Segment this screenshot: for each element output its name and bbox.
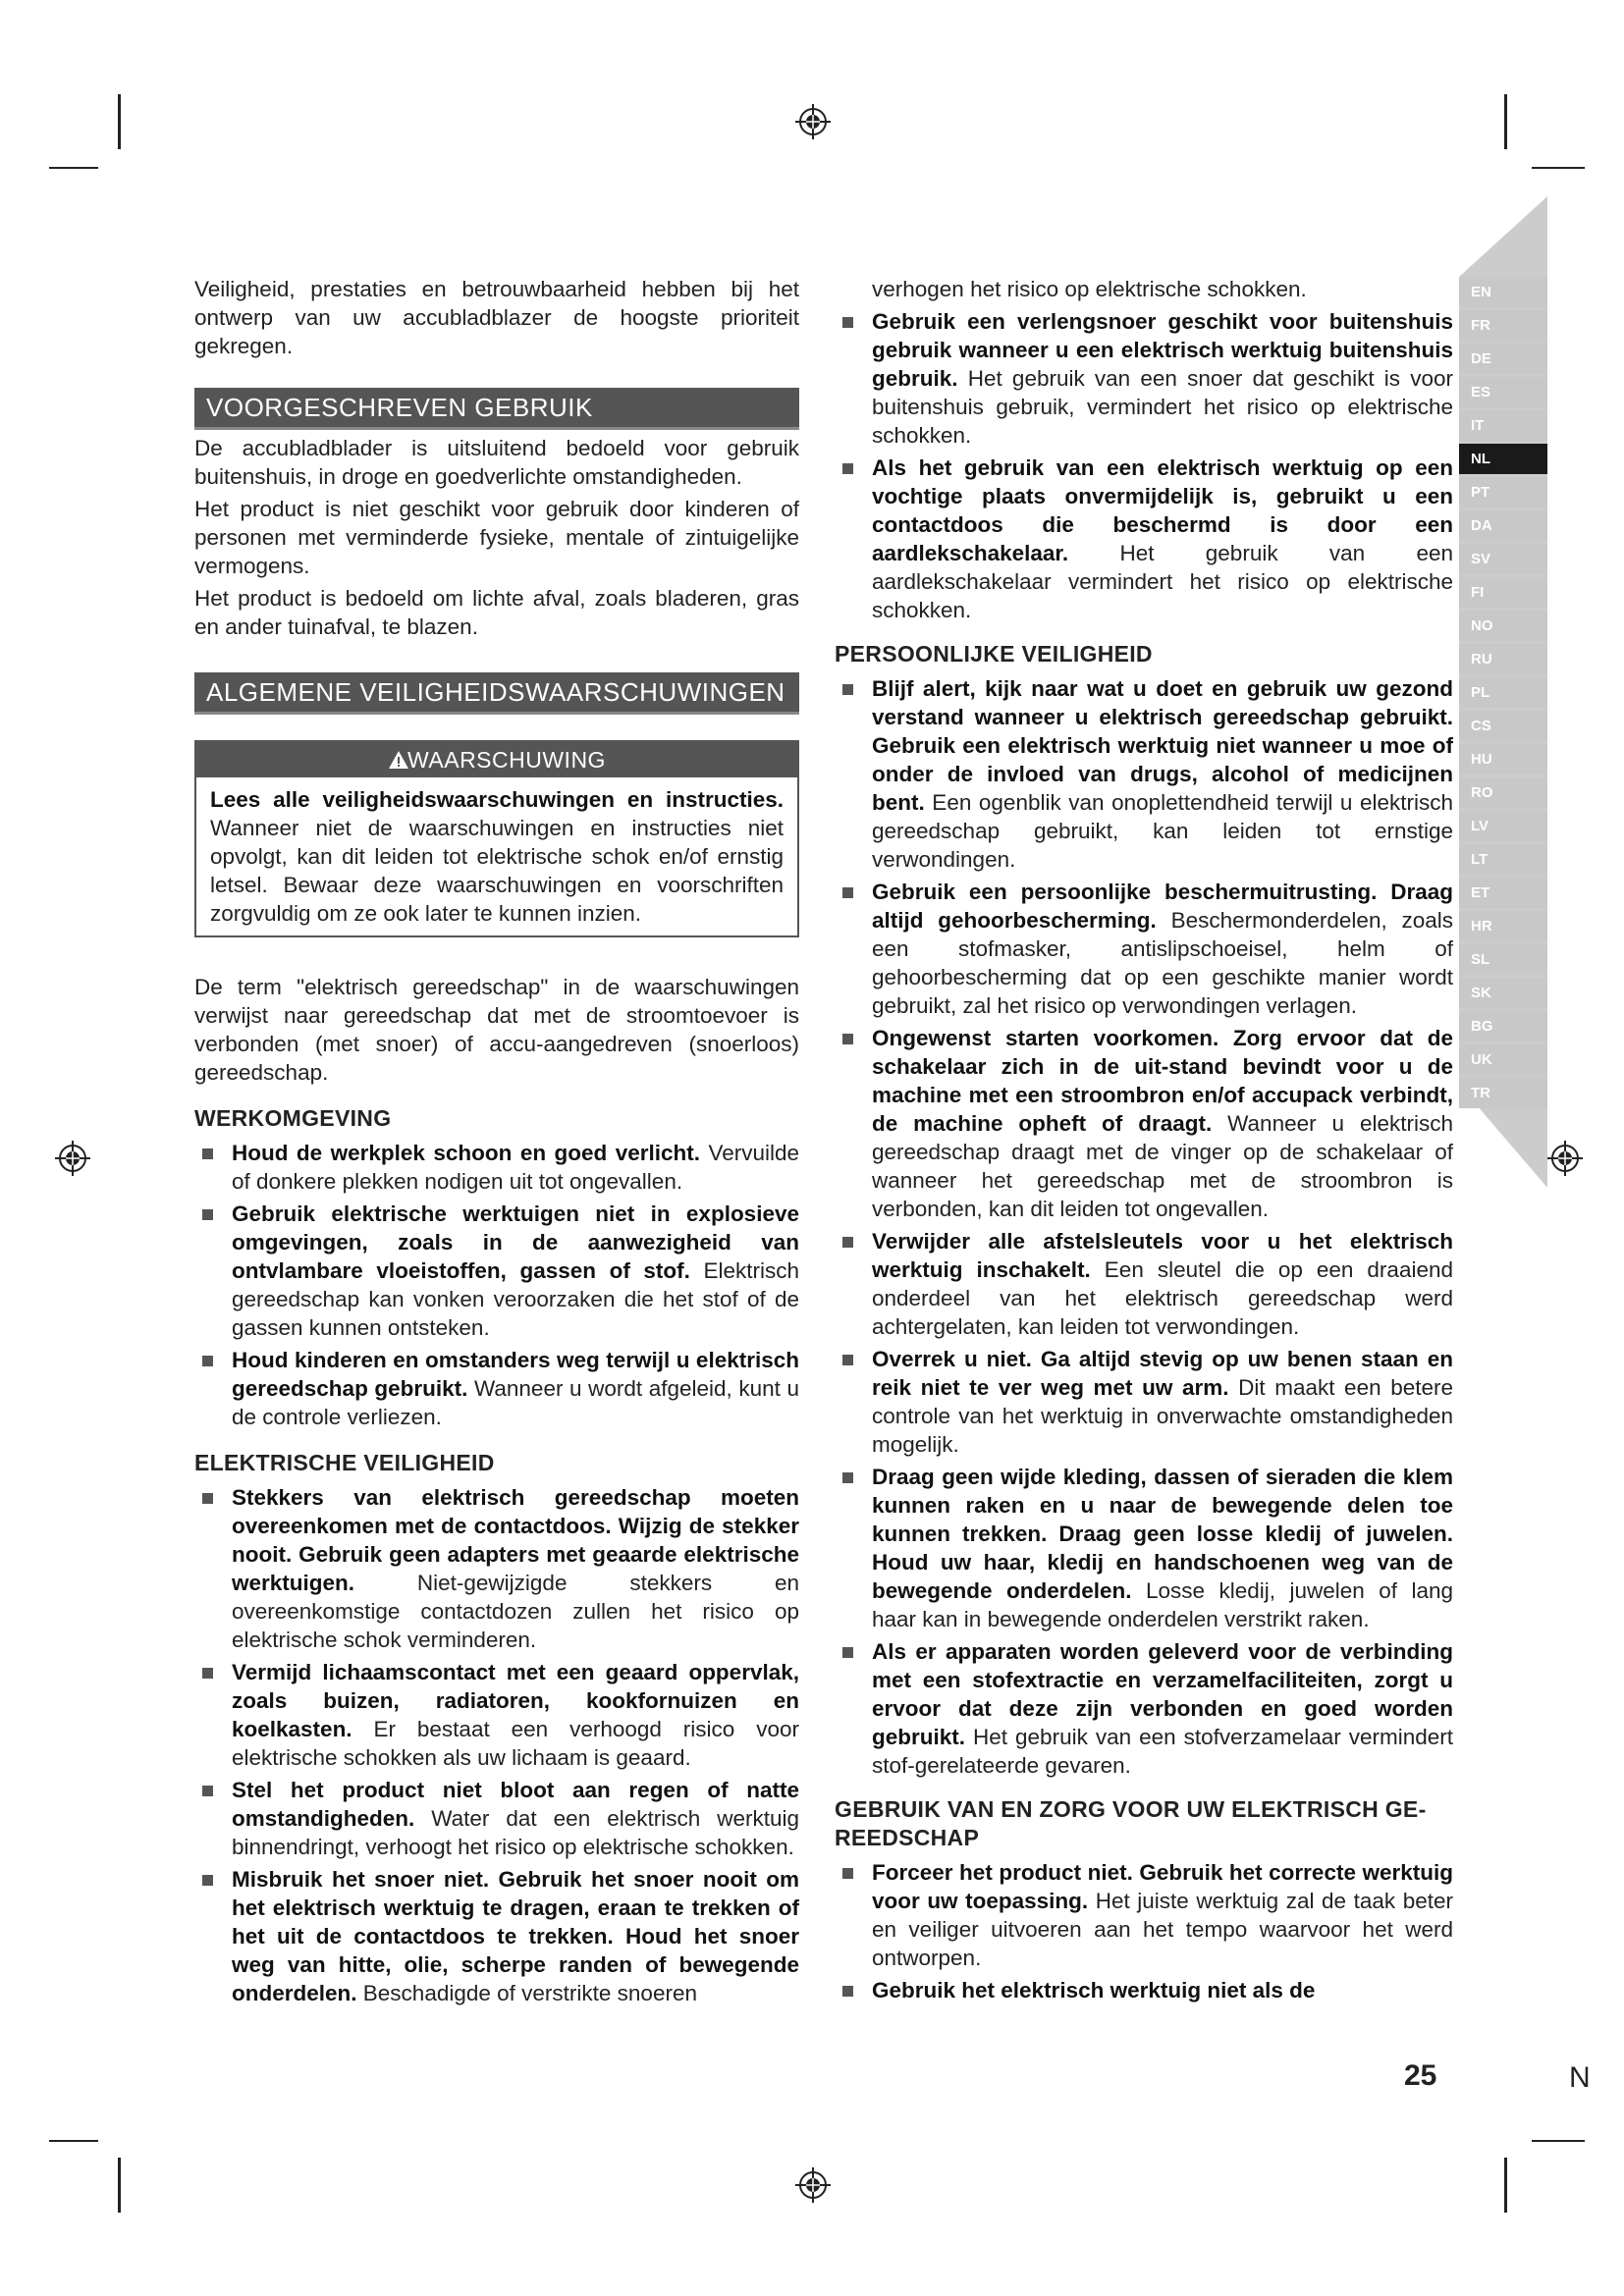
- language-tab-et: ET: [1459, 878, 1547, 908]
- language-tab-ru: RU: [1459, 644, 1547, 674]
- language-tab-uk: UK: [1459, 1044, 1547, 1075]
- language-tab-es: ES: [1459, 377, 1547, 407]
- work-area-title: WERKOMGEVING: [194, 1105, 392, 1131]
- language-tab-en: EN: [1459, 277, 1547, 307]
- personal-item-4: Verwijder alle afstelsleutels voor u het elektrisch werktuig inschakelt. Een sleutel die op een draaiend onderdeel van het elektrisch gereedschap werd achtergelaten, kan leiden tot verwondingen.: [835, 1227, 1453, 1341]
- page-number: 25: [1404, 2059, 1437, 2092]
- intro-paragraph: Veiligheid, prestaties en betrouwbaarheid hebben bij het ontwerp van uw accubladblazer de hoogste prioriteit gekregen.: [194, 277, 799, 358]
- warning-triangle-icon: [388, 750, 409, 770]
- language-tab-da: DA: [1459, 510, 1547, 541]
- work-area-item-2: Gebruik elektrische werktuigen niet in explosieve omgevingen, zoals in de aanwezigheid van ontvlambare vloeistoffen, gassen of stof. Elektrisch gereedschap kan vonken veroorzaken die het stof of de gassen kunnen ontsteken.: [194, 1200, 799, 1342]
- language-tab-lt: LT: [1459, 844, 1547, 875]
- language-tab-cs: CS: [1459, 711, 1547, 741]
- personal-item-3: Ongewenst starten voorkomen. Zorg ervoor dat de schakelaar zich in de uit-stand bevindt voor u de machine met een stroombron en/of accupack verbindt, de machine opheft of draagt. Wanneer u elektrisch gereedschap draagt met de vinger op de schakelaar of wanneer het gereedschap met de stroombron is verbonden, kan dit leiden tot ongevallen.: [835, 1024, 1453, 1223]
- electrical-safety-title: ELEKTRISCHE VEILIGHEID: [194, 1450, 495, 1475]
- term-paragraph: De term "elektrisch gereedschap" in de waarschuwingen verwijst naar gereedschap dat met de stroomtoevoer is verbonden (met snoer) of accu-aangedreven (snoerloos) gereedschap.: [194, 975, 799, 1085]
- language-tab-de: DE: [1459, 344, 1547, 374]
- crop-mark-bottom-left-horizontal: [49, 2140, 98, 2142]
- registration-mark-right-icon: [1545, 1139, 1585, 1178]
- tool-care-item-1: Forceer het product niet. Gebruik het correcte werktuig voor uw toepassing. Het juiste werktuig zal de taak beter en veiliger uitvoeren aan het tempo waarvoor het werd ontworpen.: [835, 1858, 1453, 1972]
- language-tabs: [1459, 277, 1547, 1111]
- intended-use-p3: Het product is bedoeld om lichte afval, zoals bladeren, gras en ander tuinafval, te blazen.: [194, 586, 799, 639]
- electrical-item-1: Stekkers van elektrisch gereedschap moeten overeenkomen met de contactdoos. Wijzig de stekker nooit. Gebruik geen adapters met geaarde elektrische werktuigen. Niet-gewijzigde stekkers en overeenkomstige contactdozen zullen het risico op elektrische schok verminderen.: [194, 1483, 799, 1654]
- personal-item-6: Draag geen wijde kleding, dassen of sieraden die klem kunnen raken en u naar de bewegende delen toe kunnen trekken. Draag geen losse kledij of juwelen. Houd uw haar, kledij en handschoenen weg van de bewegende onderdelen. Losse kledij, juwelen of lang haar kan in bewegende onderdelen verstrikt raken.: [835, 1463, 1453, 1633]
- work-area-item-1: Houd de werkplek schoon en goed verlicht. Vervuilde of donkere plekken nodigen uit tot ongevallen.: [194, 1139, 799, 1196]
- personal-item-2: Gebruik een persoonlijke beschermuitrusting. Draag altijd gehoorbescherming. Beschermonderdelen, zoals een stofmasker, antislipschoeisel, helm of gehoorbescherming dat op een geschikte manier wordt gebruikt, zal het risico op verwondingen verlagen.: [835, 878, 1453, 1020]
- tool-use-care-title: GEBRUIK VAN EN ZORG VOOR UW ELEKTRISCH GE-REEDSCHAP: [835, 1796, 1427, 1850]
- language-tab-sl: SL: [1459, 944, 1547, 975]
- personal-item-5: Overrek u niet. Ga altijd stevig op uw benen staan en reik niet te ver weg met uw arm. Dit maakt een betere controle van het werktuig in onverwachte omstandigheden mogelijk.: [835, 1345, 1453, 1459]
- warning-box: [194, 740, 799, 937]
- intended-use-p2: Het product is niet geschikt voor gebruik door kinderen of personen met verminderde fysieke, mentale of zintuigelijke vermogens.: [194, 497, 799, 578]
- language-tab-fi: FI: [1459, 577, 1547, 608]
- warning-body-text: Wanneer niet de waarschuwingen en instructies niet opvolgt, kan dit leiden tot elektrische schok en/of ernstig letsel. Bewaar deze waarschuwingen en voorschriften zorgvuldig om ze ook later te kunnen inzien.: [210, 816, 784, 926]
- right-column: [835, 275, 1453, 2008]
- personal-item-1: Blijf alert, kijk naar wat u doet en gebruik uw gezond verstand wanneer u elektrisch gereedschap gebruikt. Gebruik een elektrisch werktuig niet wanneer u moe of onder de invloed van drugs, alcohol of medicijnen bent. Een ogenblik van onoplettendheid terwijl u elektrisch gereedschap gebruikt, kan leiden tot ernstige verwondingen.: [835, 674, 1453, 874]
- language-tab-tr: TR: [1459, 1078, 1547, 1108]
- crop-mark-top-left-vertical: [118, 94, 121, 149]
- registration-mark-left-icon: [53, 1139, 92, 1178]
- language-tab-pl: PL: [1459, 677, 1547, 708]
- crop-mark-top-right-vertical: [1504, 94, 1507, 149]
- crop-mark-top-right-horizontal: [1532, 167, 1585, 169]
- electrical-item-3: Stel het product niet bloot aan regen of natte omstandigheden. Water dat een elektrisch werktuig binnendringt, verhoogt het risico op elektrische schokken.: [194, 1776, 799, 1861]
- language-tab-no: NO: [1459, 611, 1547, 641]
- intended-use-p1: De accubladblader is uitsluitend bedoeld voor gebruik buitenshuis, in droge en goedverlichte omstandigheden.: [194, 436, 799, 489]
- warning-title-text: WAARSCHUWING: [407, 747, 606, 773]
- crop-mark-bottom-right-horizontal: [1532, 2140, 1585, 2142]
- warning-header: [196, 742, 797, 777]
- section-title-general-safety: ALGEMENE VEILIGHEIDSWAARSCHUWINGEN: [194, 672, 799, 715]
- language-tab-nl: NL: [1459, 444, 1547, 474]
- crop-mark-bottom-right-vertical: [1504, 2158, 1507, 2213]
- electrical-item-5: Gebruik een verlengsnoer geschikt voor buitenshuis gebruik wanneer u een elektrisch werktuig buitenshuis gebruik. Het gebruik van een snoer dat geschikt is voor buitenshuis gebruik, vermindert het risico op elektrische schokken.: [835, 307, 1453, 450]
- language-tab-sk: SK: [1459, 978, 1547, 1008]
- language-tab-bg: BG: [1459, 1011, 1547, 1041]
- personal-safety-title: PERSOONLIJKE VEILIGHEID: [835, 641, 1153, 667]
- registration-mark-top-icon: [793, 102, 833, 141]
- edge-letter: N: [1569, 2061, 1591, 2094]
- crop-mark-bottom-left-vertical: [118, 2158, 121, 2213]
- electrical-item-4: Misbruik het snoer niet. Gebruik het snoer nooit om het elektrisch werktuig te dragen, eraan te trekken of het uit de contactdoos te trekken. Houd het snoer weg van hitte, olie, scherpe randen of bewegende onderdelen. Beschadigde of verstrikte snoeren: [194, 1865, 799, 2007]
- continued-text: verhogen het risico op elektrische schokken.: [872, 277, 1307, 301]
- left-column: [194, 275, 799, 2011]
- warning-bold-text: Lees alle veiligheidswaarschuwingen en instructies.: [210, 787, 784, 812]
- language-tab-pt: PT: [1459, 477, 1547, 507]
- language-tab-ro: RO: [1459, 777, 1547, 808]
- language-tab-it: IT: [1459, 410, 1547, 441]
- language-tab-hu: HU: [1459, 744, 1547, 774]
- tool-care-item-2: Gebruik het elektrisch werktuig niet als de: [835, 1976, 1453, 2004]
- language-tab-hr: HR: [1459, 911, 1547, 941]
- registration-mark-bottom-icon: [793, 2165, 833, 2205]
- electrical-item-2: Vermijd lichaamscontact met een geaard oppervlak, zoals buizen, radiatoren, kookfornuizen en koelkasten. Er bestaat een verhoogd risico voor elektrische schokken als uw lichaam is geaard.: [194, 1658, 799, 1772]
- language-tab-sv: SV: [1459, 544, 1547, 574]
- section-title-intended-use: VOORGESCHREVEN GEBRUIK: [194, 388, 799, 430]
- language-tab-fr: FR: [1459, 310, 1547, 341]
- electrical-item-6: Als het gebruik van een elektrisch werktuig op een vochtige plaats onvermijdelijk is, gebruikt u een contactdoos die beschermd is door een aardlekschakelaar. Het gebruik van een aardlekschakelaar vermindert het risico op elektrische schokken.: [835, 454, 1453, 624]
- crop-mark-top-left-horizontal: [49, 167, 98, 169]
- language-tab-lv: LV: [1459, 811, 1547, 841]
- work-area-item-3: Houd kinderen en omstanders weg terwijl u elektrisch gereedschap gebruikt. Wanneer u wordt afgeleid, kunt u de controle verliezen.: [194, 1346, 799, 1431]
- personal-item-7: Als er apparaten worden geleverd voor de verbinding met een stofextractie en verzamelfaciliteiten, zorgt u ervoor dat deze zijn verbonden en goed worden gebruikt. Het gebruik van een stofverzamelaar vermindert stof-gerelateerde gevaren.: [835, 1637, 1453, 1780]
